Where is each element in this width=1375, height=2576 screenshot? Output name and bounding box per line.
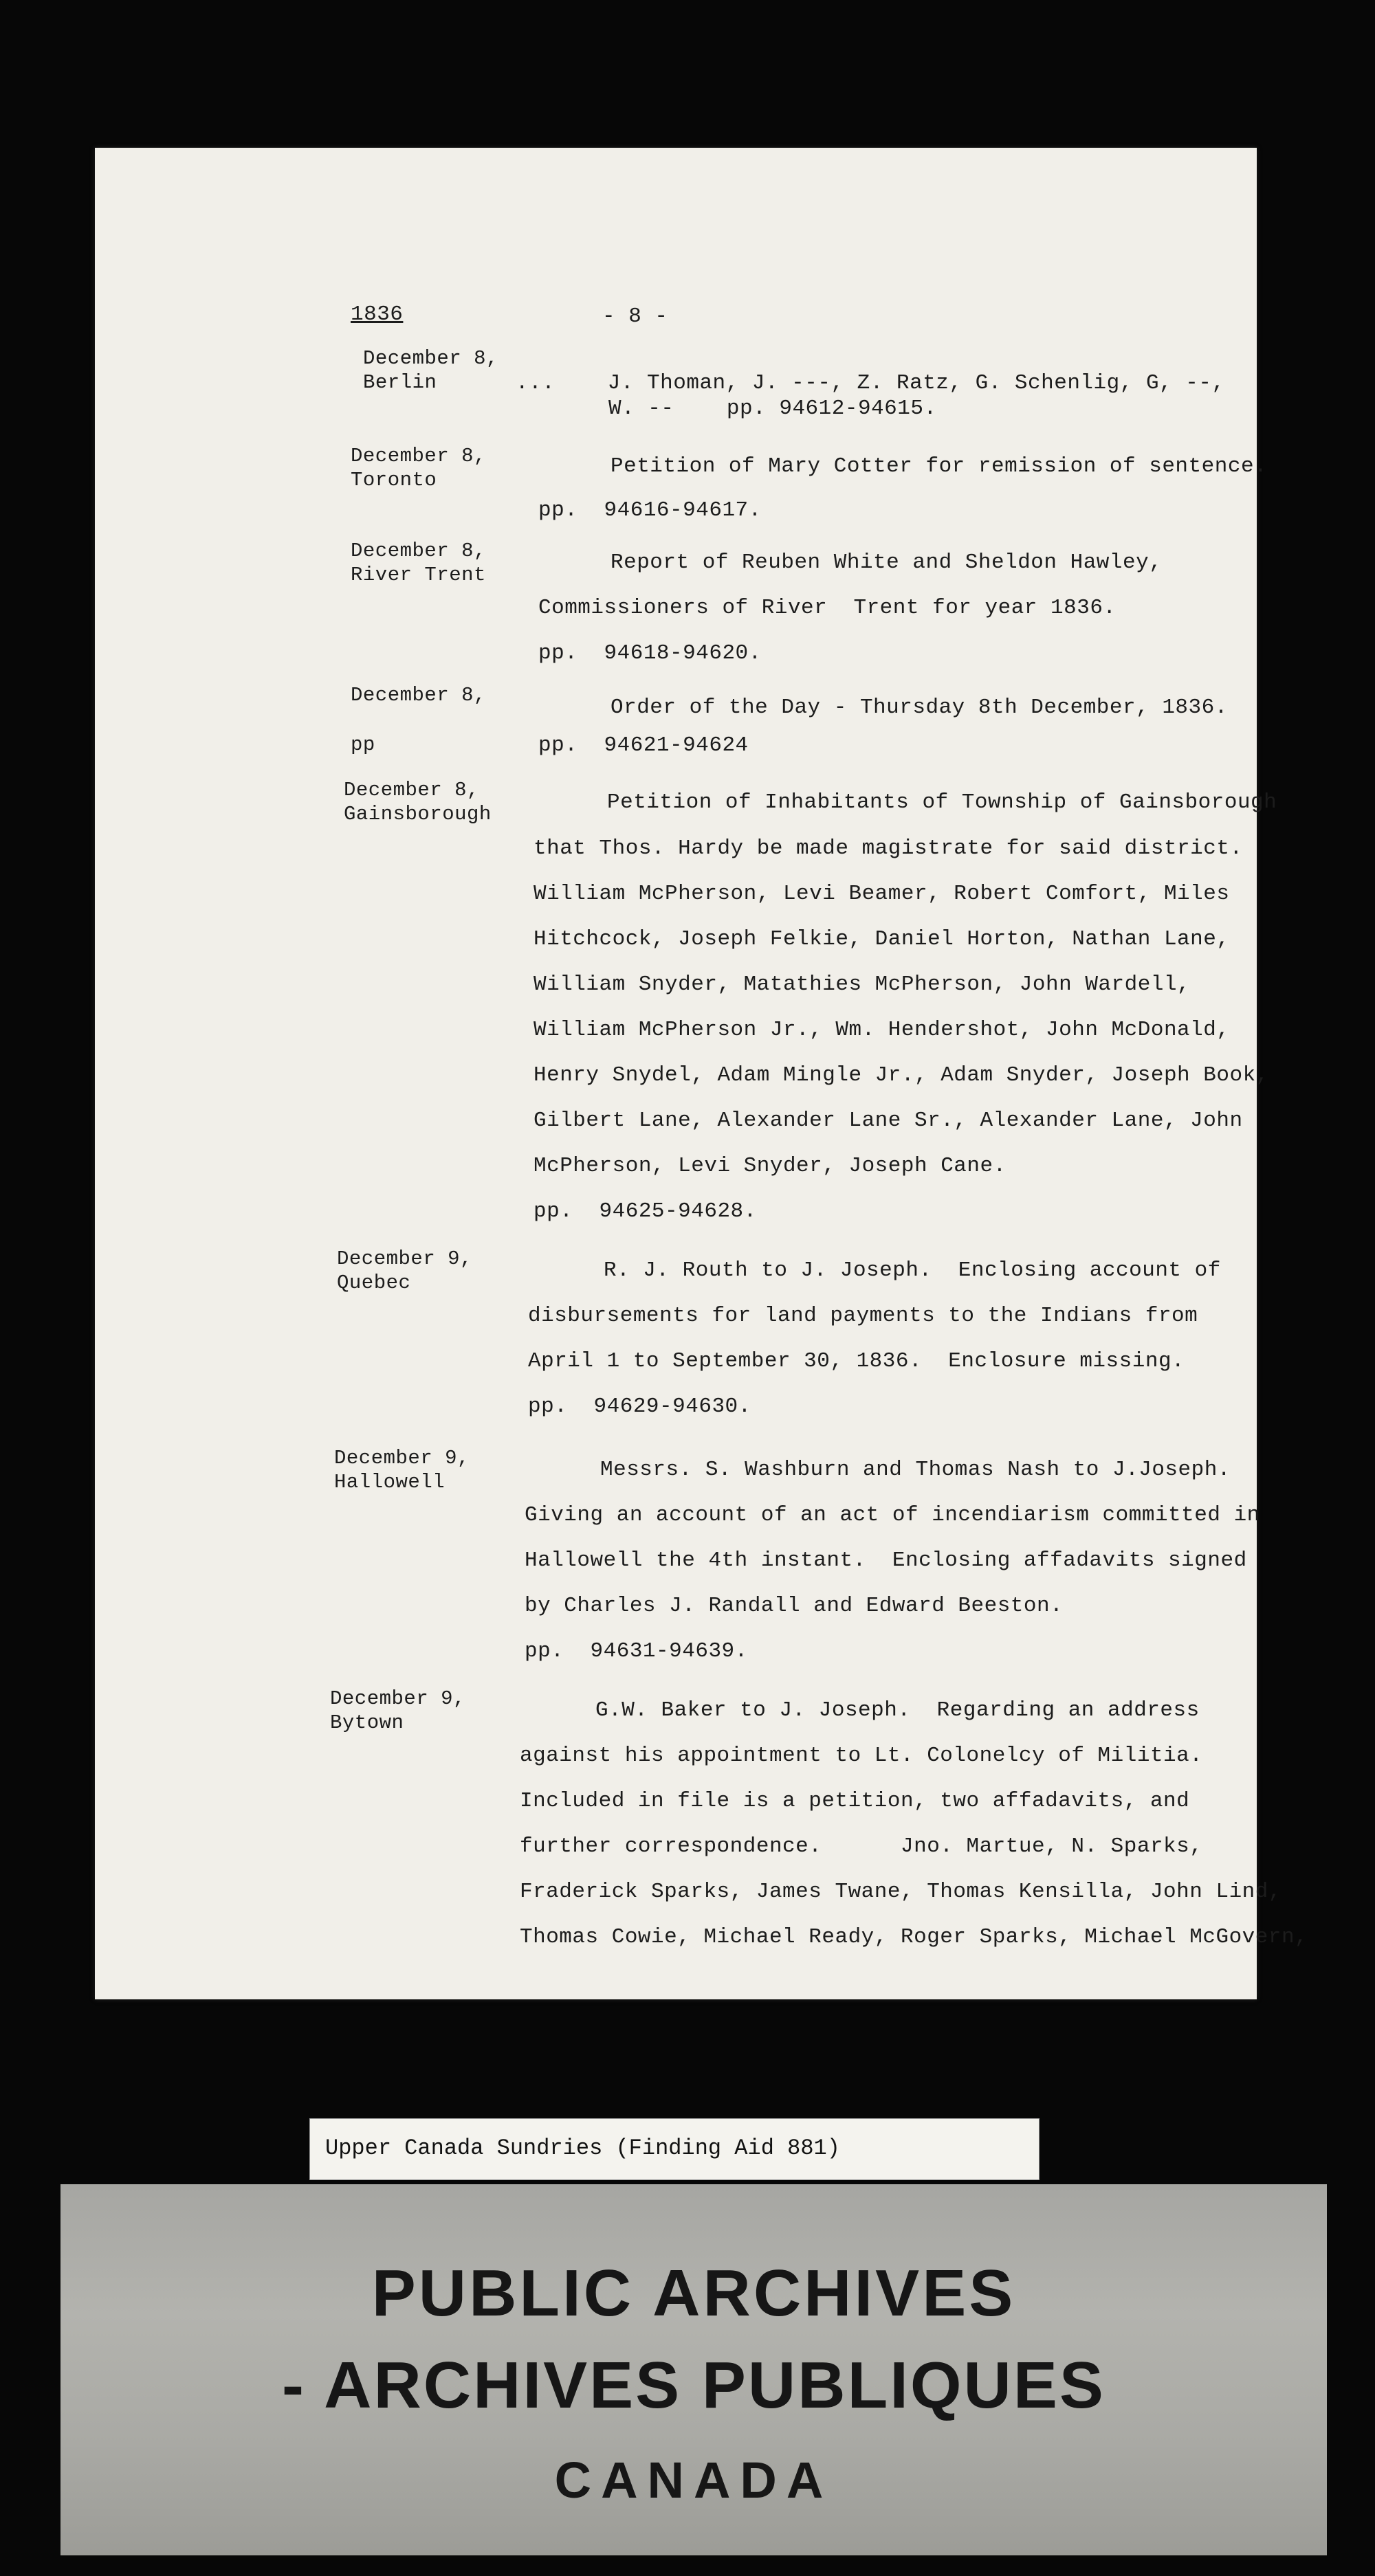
entry-text-line: pp. 94631-94639. <box>525 1639 748 1663</box>
entry-date: December 8, <box>344 779 479 801</box>
document-page <box>95 148 1308 1999</box>
entry-text-line: that Thos. Hardy be made magistrate for said district. <box>534 836 1243 860</box>
entry-text-line: Petition of Mary Cotter for remission of sentence. <box>610 454 1268 478</box>
entry-date: December 9, <box>337 1247 472 1270</box>
entry-date: December 8, <box>363 347 498 370</box>
entry-text-line: Order of the Day - Thursday 8th December, 1836. <box>610 696 1228 720</box>
entry-date: December 8, <box>351 540 486 562</box>
entry-text-line: Messrs. S. Washburn and Thomas Nash to J.Joseph. <box>600 1458 1231 1482</box>
entry-text-line: April 1 to September 30, 1836. Enclosure missing. <box>528 1349 1185 1373</box>
entry-text-line: R. J. Routh to J. Joseph. Enclosing account of <box>604 1258 1221 1283</box>
entry-place: Toronto <box>351 469 437 491</box>
entry-text-line: Henry Snydel, Adam Mingle Jr., Adam Snyder, Joseph Book, <box>534 1063 1269 1087</box>
page-number: - 8 - <box>602 304 668 329</box>
entry-text-line: pp. 94618-94620. <box>538 641 762 665</box>
entry-text-line: Hitchcock, Joseph Felkie, Daniel Horton, Nathan Lane, <box>534 927 1230 951</box>
entry-text-line: Report of Reuben White and Sheldon Hawley, <box>610 551 1163 575</box>
entry-text-line: by Charles J. Randall and Edward Beeston. <box>525 1594 1064 1618</box>
document-year: 1836 <box>351 302 404 326</box>
finding-aid-label-text: Upper Canada Sundries (Finding Aid 881) <box>325 2135 840 2161</box>
entry-text-line: Fraderick Sparks, James Twane, Thomas Kensilla, John Lind, <box>520 1880 1282 1904</box>
entry-place: Quebec <box>337 1272 411 1294</box>
entry-text-line: William McPherson, Levi Beamer, Robert Comfort, Miles <box>534 882 1230 906</box>
entry-text-line: Thomas Cowie, Michael Ready, Roger Sparks, Michael McGovern, <box>520 1925 1308 1949</box>
entry-date: December 9, <box>330 1687 465 1710</box>
finding-aid-label <box>309 2118 1040 2180</box>
entry-text-line: Commissioners of River Trent for year 1836. <box>538 596 1116 620</box>
entry-text-line: disbursements for land payments to the Indians from <box>528 1304 1198 1328</box>
entry-place: Berlin <box>363 371 437 394</box>
archives-stamp <box>60 2184 1327 2555</box>
entry-text-line: Included in file is a petition, two affadavits, and <box>520 1789 1190 1813</box>
entry-text-line: Gilbert Lane, Alexander Lane Sr., Alexander Lane, John <box>534 1109 1243 1133</box>
entry-text-line: pp. 94621-94624 <box>538 733 749 757</box>
stamp-line-country: CANADA <box>554 2452 833 2509</box>
entry-place: Hallowell <box>334 1471 446 1494</box>
entry-text-line: W. -- pp. 94612-94615. <box>608 397 937 421</box>
entry-text-line: against his appointment to Lt. Colonelcy of Militia. <box>520 1744 1203 1768</box>
entry-text-line: Hallowell the 4th instant. Enclosing affadavits signed <box>525 1548 1247 1573</box>
entry-text-line: pp. 94629-94630. <box>528 1395 751 1419</box>
entry-text-line: further correspondence. Jno. Martue, N. Sparks, <box>520 1834 1203 1858</box>
entry-text-line: Giving an account of an act of incendiarism committed in <box>525 1503 1260 1527</box>
entry-text-line: pp. 94625-94628. <box>534 1199 757 1223</box>
entry-text-line: William Snyder, Matathies McPherson, John Wardell, <box>534 973 1191 997</box>
entry-text-line: ... J. Thoman, J. ---, Z. Ratz, G. Schenlig, G, --, <box>516 371 1225 395</box>
entry-place: pp <box>351 733 375 756</box>
entry-text-line: Petition of Inhabitants of Township of Gainsborough <box>607 790 1277 814</box>
stamp-line-french: - ARCHIVES PUBLIQUES <box>282 2349 1106 2422</box>
entry-place: Gainsborough <box>344 803 492 825</box>
entry-text-line: pp. 94616-94617. <box>538 498 762 522</box>
entry-text-line: McPherson, Levi Snyder, Joseph Cane. <box>534 1154 1006 1178</box>
entry-text-line: G.W. Baker to J. Joseph. Regarding an address <box>595 1698 1200 1722</box>
entry-date: December 9, <box>334 1447 470 1469</box>
entry-place: River Trent <box>351 564 486 586</box>
entry-place: Bytown <box>330 1711 404 1734</box>
entry-date: December 8, <box>351 445 486 467</box>
stamp-line-english: PUBLIC ARCHIVES <box>371 2256 1016 2330</box>
entry-date: December 8, <box>351 684 486 707</box>
entry-text-line: William McPherson Jr., Wm. Hendershot, John McDonald, <box>534 1018 1230 1042</box>
